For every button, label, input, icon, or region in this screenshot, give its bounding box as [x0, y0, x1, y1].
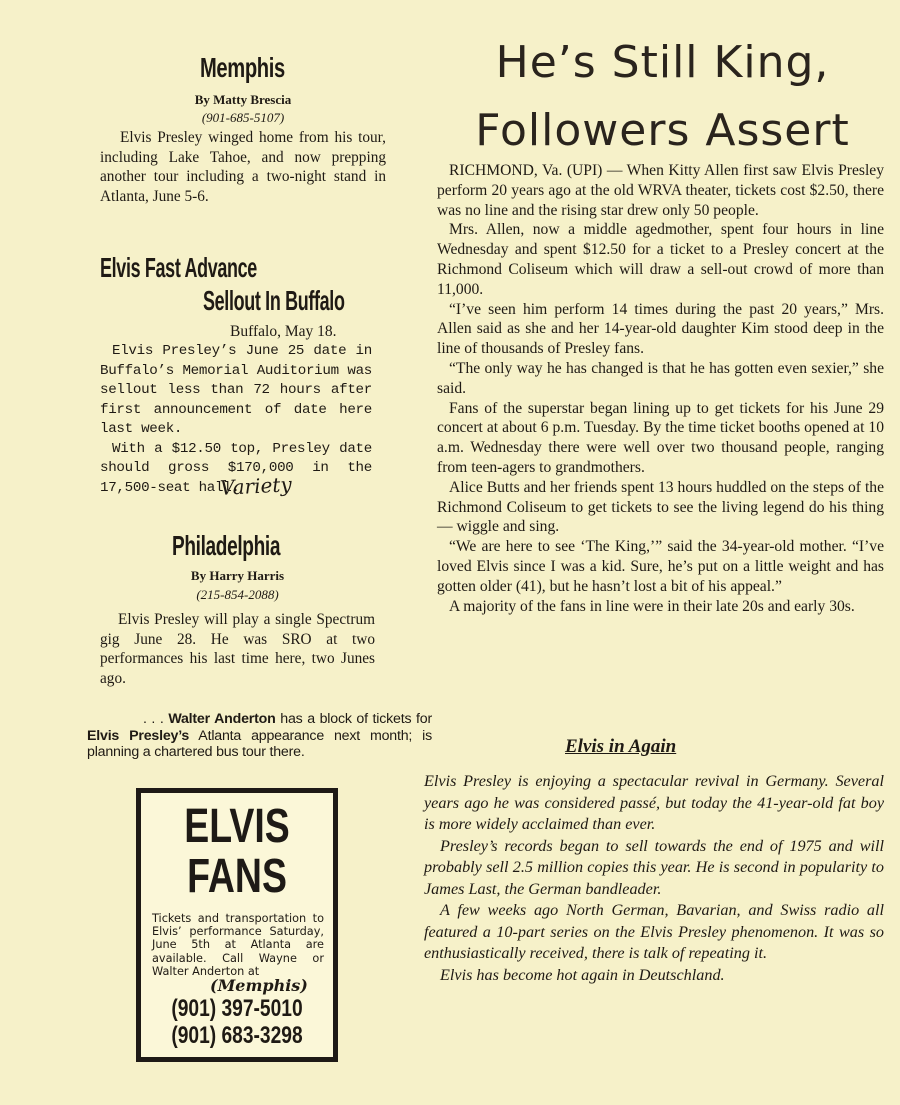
main-paragraph: Mrs. Allen, now a middle agedmother, spent four hours in line Wednesday and spent $12.50 for a ticket to a Presley concert at the Richmond Coliseum which will draw a sell-out crowd of more than 11,000.: [437, 221, 884, 298]
main-headline-line1: He’s Still King,: [495, 37, 830, 88]
main-paragraph: “The only way he has changed is that he has gotten even sexier,” she said.: [437, 359, 884, 397]
ad-phone-1: (901) 397-5010: [171, 995, 303, 1022]
germany-article-body: [424, 771, 884, 986]
ad-phone-2: (901) 683-3298: [171, 1022, 303, 1049]
main-paragraph: RICHMOND, Va. (UPI) — When Kitty Allen first saw Elvis Presley perform 20 years ago at the old WRVA theater, tickets cost $2.50, there was no line and the rising star drew only 50 people.: [437, 162, 884, 219]
main-paragraph: “We are here to see ‘The King,’” said the 34-year-old mother. “I’ve loved Elvis since I was a kid. Sure, he’s put on a little weight and has gotten older (41), but he hasn’t lost a bit of his appeal.”: [437, 538, 884, 595]
buffalo-handwritten-source: Variety: [219, 472, 293, 500]
main-headline-line2: Followers Assert: [475, 105, 850, 156]
buffalo-heading-line1: Elvis Fast Advance: [100, 252, 257, 283]
memphis-heading: Memphis: [200, 52, 285, 83]
germany-heading: Elvis in Again: [565, 736, 677, 757]
ad-title-fans: FANS: [187, 850, 287, 903]
philadelphia-phone: (215-854-2088): [196, 587, 279, 602]
buffalo-p2: With a $12.50 top, Presley date should gross $170,000 in the 17,500-seat hall.: [100, 440, 372, 496]
anderton-name: Walter Anderton: [168, 711, 276, 727]
ad-handwritten-memphis: (Memphis): [210, 976, 308, 995]
philadelphia-body: Elvis Presley will play a single Spectrum gig June 28. He was SRO at two performances his last time here, two Junes ago.: [100, 611, 375, 687]
main-paragraph: Alice Butts and her friends spent 13 hours huddled on the steps of the Richmond Coliseum to get tickets to see the living legend do his thing — wiggle and sing.: [437, 478, 884, 536]
memphis-phone: (901-685-5107): [201, 110, 285, 125]
memphis-body: Elvis Presley winged home from his tour, including Lake Tahoe, and now prepping another tour including a two-night stand in Atlanta, June 5-6.: [100, 129, 386, 205]
main-paragraph: “I’ve seen him perform 14 times during the past 20 years,” Mrs. Allen said as she and her 14-year-old daughter Kim stood deep in the line of thousands of Presley fans.: [437, 300, 884, 358]
germany-paragraph: A few weeks ago North German, Bavarian, and Swiss radio all featured a 10-part series on the Elvis Presley phenomenon. It was so enthusiastically received, there is talk of repeating it.: [424, 901, 884, 962]
elvis-fans-ad: [136, 788, 338, 1062]
buffalo-p1: Elvis Presley’s June 25 date in Buffalo’s Memorial Auditorium was sellout less than 72 hours after first announcement of date here last week.: [100, 343, 372, 437]
main-article-body: [437, 161, 884, 616]
buffalo-dateline: Buffalo, May 18.: [230, 323, 337, 340]
anderton-note: . . . Walter Anderton has a block of tickets for Elvis Presley’s Atlanta appearance next month; is planning a chartered bus tour there.: [87, 711, 433, 760]
ad-text: Tickets and transportation to Elvis’ performance Saturday, June 5th at Atlanta are available. Call Wayne or Walter Anderton at: [152, 912, 324, 978]
philadelphia-heading: Philadelphia: [172, 530, 281, 561]
main-paragraph: Fans of the superstar began lining up to get tickets for his June 29 concert at about 6 p.m. Tuesday. By the time ticket booths opened at 10 a.m. Wednesday there were well over two thousand people, ranging from teen-agers to grandmothers.: [437, 399, 884, 476]
philadelphia-byline: By Harry Harris: [190, 568, 285, 583]
germany-paragraph: Elvis has become hot again in Deutschland.: [440, 965, 725, 984]
buffalo-heading-line2: Sellout In Buffalo: [203, 285, 345, 316]
germany-paragraph: Presley’s records began to sell towards the end of 1975 and will probably sell 2.5 million copies this year. He is second in popularity to James Last, the German bandleader.: [424, 836, 884, 898]
memphis-byline: By Matty Brescia: [194, 92, 292, 107]
ad-title-elvis: ELVIS: [184, 800, 290, 853]
main-paragraph: A majority of the fans in line were in their late 20s and early 30s.: [449, 597, 855, 615]
germany-paragraph: Elvis Presley is enjoying a spectacular revival in Germany. Several years ago he was considered passé, but today the 41-year-old fat boy is more widely acclaimed than ever.: [424, 772, 884, 833]
anderton-elvis: Elvis Presley’s: [87, 727, 190, 744]
